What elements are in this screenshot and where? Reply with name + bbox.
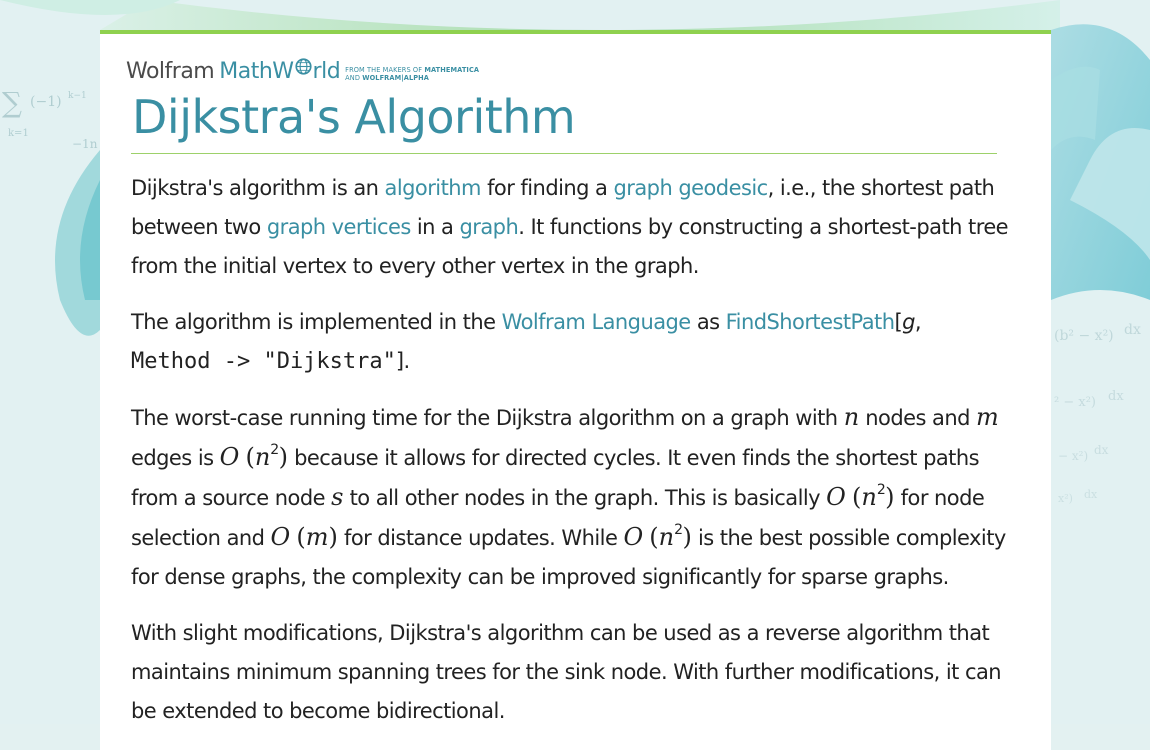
- link-algorithm[interactable]: algorithm: [384, 176, 481, 200]
- article-card: [100, 30, 1051, 750]
- p2-text-2: as: [690, 310, 726, 334]
- article-body: [131, 169, 1011, 748]
- logo-wolfram-text: Wolfram: [126, 59, 215, 84]
- math-lparen: (: [245, 443, 255, 471]
- logo-rld-part: rld: [312, 59, 341, 84]
- svg-text:∑: ∑: [2, 86, 22, 119]
- math-rparen: ): [885, 483, 895, 511]
- p2-close-bracket: ].: [395, 349, 410, 373]
- svg-text:k−1: k−1: [68, 91, 87, 101]
- logo-tagline-line2: [345, 74, 479, 82]
- p2-text-1: The algorithm is implemented in the: [131, 310, 502, 334]
- math-exponent: 2: [270, 442, 279, 458]
- title-divider: [131, 153, 997, 154]
- math-n: n: [254, 443, 271, 471]
- math-rparen: ): [328, 523, 338, 551]
- p2-comma: ,: [914, 310, 922, 334]
- link-findshortestpath[interactable]: FindShortestPath: [725, 310, 895, 334]
- paragraph-3: [131, 398, 1011, 597]
- p1-text-2: for finding a: [480, 176, 614, 200]
- p2-arg-g: g: [902, 310, 915, 334]
- math-lparen: (: [649, 523, 659, 551]
- page-title: Dijkstra's Algorithm: [132, 90, 576, 144]
- math-m: m: [976, 403, 999, 431]
- p3-text-8: is the best possible complexity for dense graphs, the complexity can be improved significantly for sparse graphs.: [131, 526, 1006, 589]
- p1-text-5: . It functions by constructing a shortest-path tree from the initial vertex to every other vertex in the graph.: [131, 215, 1009, 278]
- tagline-line1-brand: MATHEMATICA: [424, 66, 480, 74]
- p3-text-1: The worst-case running time for the Dijkstra algorithm on a graph with: [131, 406, 844, 430]
- link-wolfram-language[interactable]: Wolfram Language: [501, 310, 691, 334]
- math-n: n: [861, 483, 877, 511]
- logo-math-part: MathW: [219, 59, 294, 84]
- globe-icon: [295, 58, 312, 75]
- svg-text:k=1: k=1: [8, 128, 29, 139]
- paragraph-4: With slight modifications, Dijkstra's algorithm can be used as a reverse algorithm that maintains minimum spanning trees for the sink node. With further modifications, it can be extended to become bidirectional.: [131, 621, 1002, 723]
- svg-text:² − x²): ² − x²): [1054, 395, 1096, 410]
- svg-text:dx: dx: [1108, 389, 1124, 404]
- math-o: O: [826, 483, 846, 511]
- math-o-n-squared: [826, 482, 895, 511]
- p2-open-bracket: [: [894, 310, 903, 334]
- logo-mathworld-text: [219, 58, 340, 84]
- paragraph-2: [131, 303, 1011, 381]
- math-lparen: (: [851, 483, 862, 511]
- p3-text-7: for distance updates. While: [337, 526, 624, 550]
- p3-text-6: for node selection and: [131, 486, 985, 550]
- link-graph[interactable]: graph: [459, 215, 519, 239]
- svg-text:x²): x²): [1058, 492, 1073, 505]
- math-m: m: [305, 523, 329, 551]
- p3-text-3: edges is: [131, 446, 220, 470]
- tagline-line2-text: AND: [345, 74, 363, 82]
- math-o: O: [623, 523, 644, 551]
- math-o-n-squared: [219, 442, 289, 471]
- math-o: O: [270, 523, 291, 551]
- p3-text-5: to all other nodes in the graph. This is basically: [343, 486, 827, 510]
- code-method-dijkstra: Method -> "Dijkstra": [131, 349, 396, 374]
- logo-tagline-line1: [345, 66, 479, 74]
- tagline-line2-brand: WOLFRAM|ALPHA: [362, 74, 429, 82]
- svg-text:dx: dx: [1094, 443, 1109, 457]
- svg-text:(−1): (−1): [30, 94, 62, 110]
- math-exponent: 2: [674, 522, 683, 538]
- math-o-n-squared: [623, 522, 692, 551]
- paragraph-1: [131, 169, 1011, 286]
- math-n: n: [658, 523, 675, 551]
- link-graph-geodesic[interactable]: graph geodesic: [613, 176, 768, 200]
- tagline-line1-text: FROM THE MAKERS OF: [345, 66, 425, 74]
- math-rparen: ): [682, 523, 692, 551]
- link-graph-vertices[interactable]: graph vertices: [266, 215, 411, 239]
- math-lparen: (: [296, 523, 306, 551]
- math-s: s: [331, 483, 344, 511]
- p1-text-1: Dijkstra's algorithm is an: [131, 176, 385, 200]
- math-rparen: ): [278, 443, 289, 471]
- svg-text:− x²): − x²): [1058, 449, 1089, 463]
- math-o-m: [270, 523, 338, 551]
- p3-text-4: because it allows for directed cycles. It even finds the shortest paths from a source node: [131, 446, 980, 510]
- mathworld-logo[interactable]: [126, 60, 479, 84]
- p1-text-4: in a: [410, 215, 460, 239]
- svg-text:(b² − x²): (b² − x²): [1054, 328, 1114, 344]
- p1-text-3: , i.e., the shortest path between two: [131, 176, 995, 239]
- math-n: n: [843, 403, 860, 431]
- svg-text:dx: dx: [1124, 322, 1141, 338]
- p3-text-2: nodes and: [859, 406, 977, 430]
- math-exponent: 2: [876, 482, 886, 498]
- logo-tagline: [345, 66, 479, 82]
- svg-text:−1n: −1n: [72, 137, 98, 151]
- math-o: O: [219, 443, 240, 471]
- svg-text:dx: dx: [1084, 488, 1098, 501]
